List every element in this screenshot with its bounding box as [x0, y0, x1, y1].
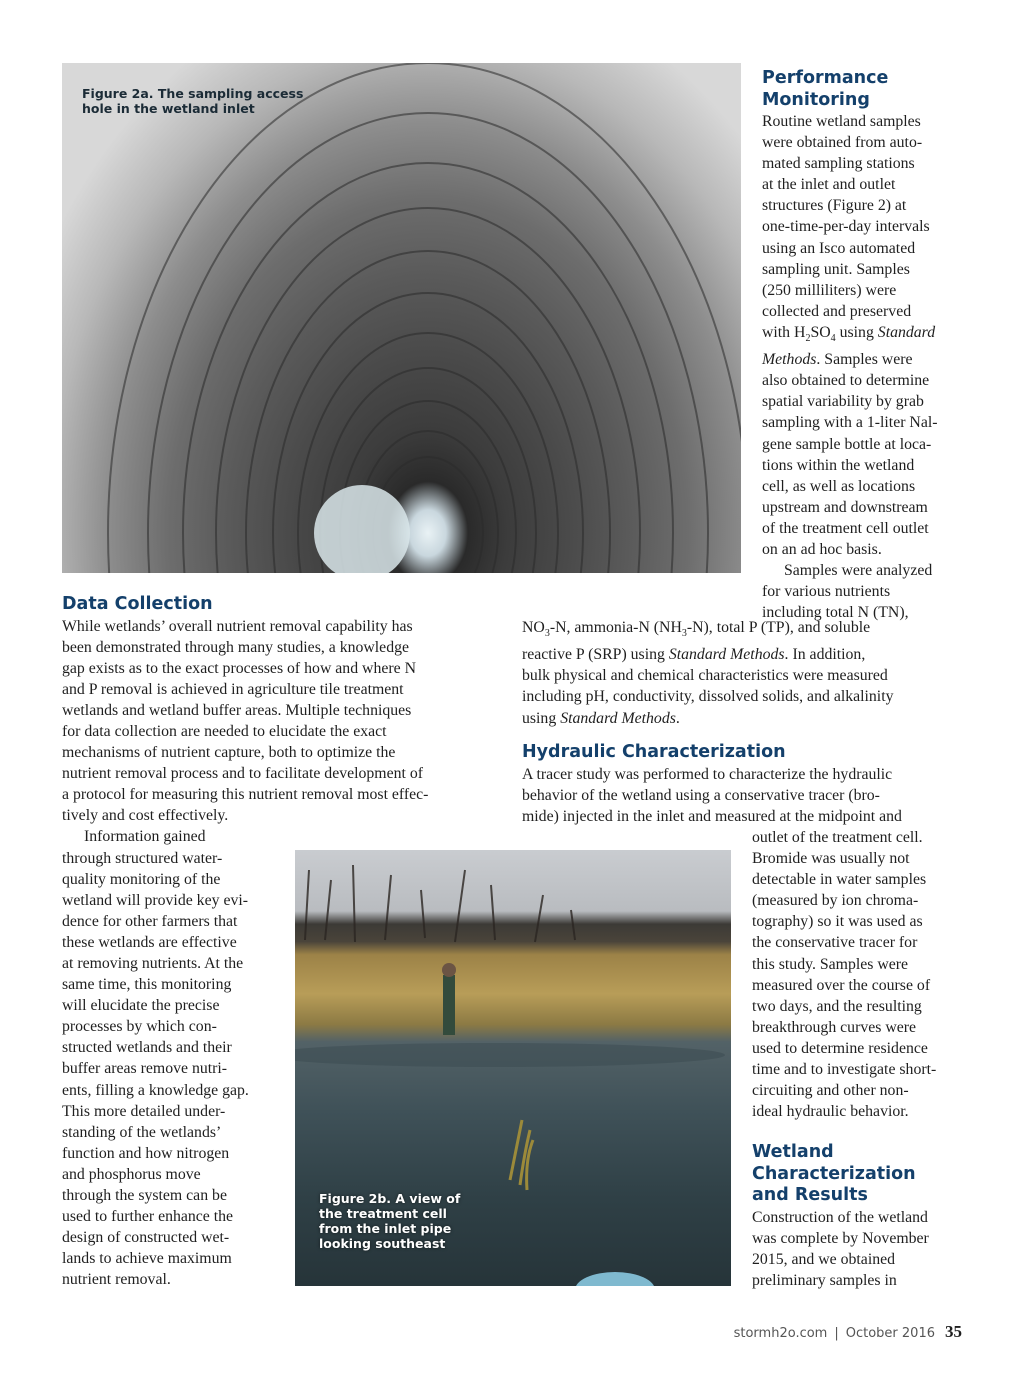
section-heading: Performance	[762, 68, 889, 88]
figure-2b-photo	[295, 850, 731, 1286]
section-heading: Wetland	[752, 1142, 834, 1162]
page-number: 35	[945, 1322, 962, 1341]
figure-2b-caption-line: looking southeast	[319, 1236, 446, 1251]
figure-2b-caption-line: the treatment cell	[319, 1206, 447, 1221]
section-heading: Data Collection	[62, 594, 213, 614]
data-collection-paragraph-1: While wetlands’ overall nutrient removal capability has been demonstrated through many studies, a knowledge gap exists as to the exact processes of how and where N and P removal is achieved in agriculture tile treatment wetlands and wetland buffer areas. Multiple techniques for data collection are needed to elucidate the exact mechanisms of nutrient capture, both to optimize the nutrient removal process and to facilitate development of a protocol for measuring this nutrient removal most effec- tively and cost effectively.	[62, 617, 429, 825]
hydraulic-paragraph: A tracer study was performed to characterize the hydraulic behavior of the wetland using a conservative tracer (bro- mide) injected in the inlet and measured at the midpoint and	[522, 765, 902, 825]
footer-separator: |	[834, 1326, 839, 1341]
performance-monitoring-section	[762, 68, 1002, 623]
figure-2b-caption-line: Figure 2b. A view of	[319, 1191, 461, 1206]
hydraulic-paragraph-continued: outlet of the treatment cell. Bromide was usually not detectable in water samples (measured by ion chroma- tography) so it was used as the conservative tracer for this study. Samples were measured over the course of two days, and the resulting breakthrough curves were used to determine residence time and to investigate short- circuiting and other non- ideal hydraulic behavior.	[752, 829, 937, 1121]
section-heading: Hydraulic Characterization	[522, 742, 786, 762]
figure-2a-caption-line: Figure 2a. The sampling access	[82, 86, 304, 101]
performance-paragraph-1: Routine wetland samples were obtained from auto- mated sampling stations at the inlet and outlet structures (Figure 2) at one-time-per-day intervals using an Isco automated sampling unit. Samples (250 milliliters) were collected and preserved with $H_2SO_4$ using Standard Methods. Samples were also obtained to determine spatial variability by grab sampling with a 1-liter Nal- gene sample bottle at loca- tions within the wetland cell, as well as locations upstream and downstream of the treatment cell outlet on an ad hoc basis. Samples were analyzed for various nutrients including total N (TN),	[762, 113, 938, 622]
performance-paragraph-2: $NO_3-N$, ammonia-N $(NH_3-N)$, total P (TP), and soluble reactive P (SRP) using Standard Methods. In addition, bulk physical and chemical characteristics were measured including pH, conductivity, dissolved solids, and alkalinity using Standard Methods.	[522, 619, 894, 727]
section-heading: Characterization	[752, 1163, 916, 1184]
figure-2a-caption-line: hole in the wetland inlet	[82, 101, 255, 116]
figure-2a-photo	[62, 63, 741, 573]
section-heading: Monitoring	[762, 89, 870, 110]
footer-date: October 2016	[845, 1326, 935, 1341]
page-footer	[734, 1322, 962, 1342]
wetland-paragraph: Construction of the wetland was complete by November 2015, and we obtained preliminary samples in	[752, 1208, 929, 1289]
pipe-rings	[62, 63, 741, 573]
figure-2b-caption-line: from the inlet pipe	[319, 1221, 452, 1236]
section-heading: and Results	[752, 1185, 868, 1205]
footer-site: stormh2o.com	[733, 1326, 828, 1341]
data-collection-paragraph-2: Information gained through structured water- quality monitoring of the wetland will provide key evi- dence for other farmers that these wetlands are effective at removing nutrients. At the same time, this monitoring will elucidate the precise processes by which con- structed wetlands and their buffer areas remove nutri- ents, filling a knowledge gap. This more detailed under- standing of the wetlands’ function and how nitrogen and phosphorus move through the system can be used to further enhance the design of constructed wet- lands to achieve maximum nutrient removal.	[62, 828, 249, 1289]
hydraulic-section	[522, 742, 982, 827]
wetland-section	[752, 1142, 1002, 1291]
